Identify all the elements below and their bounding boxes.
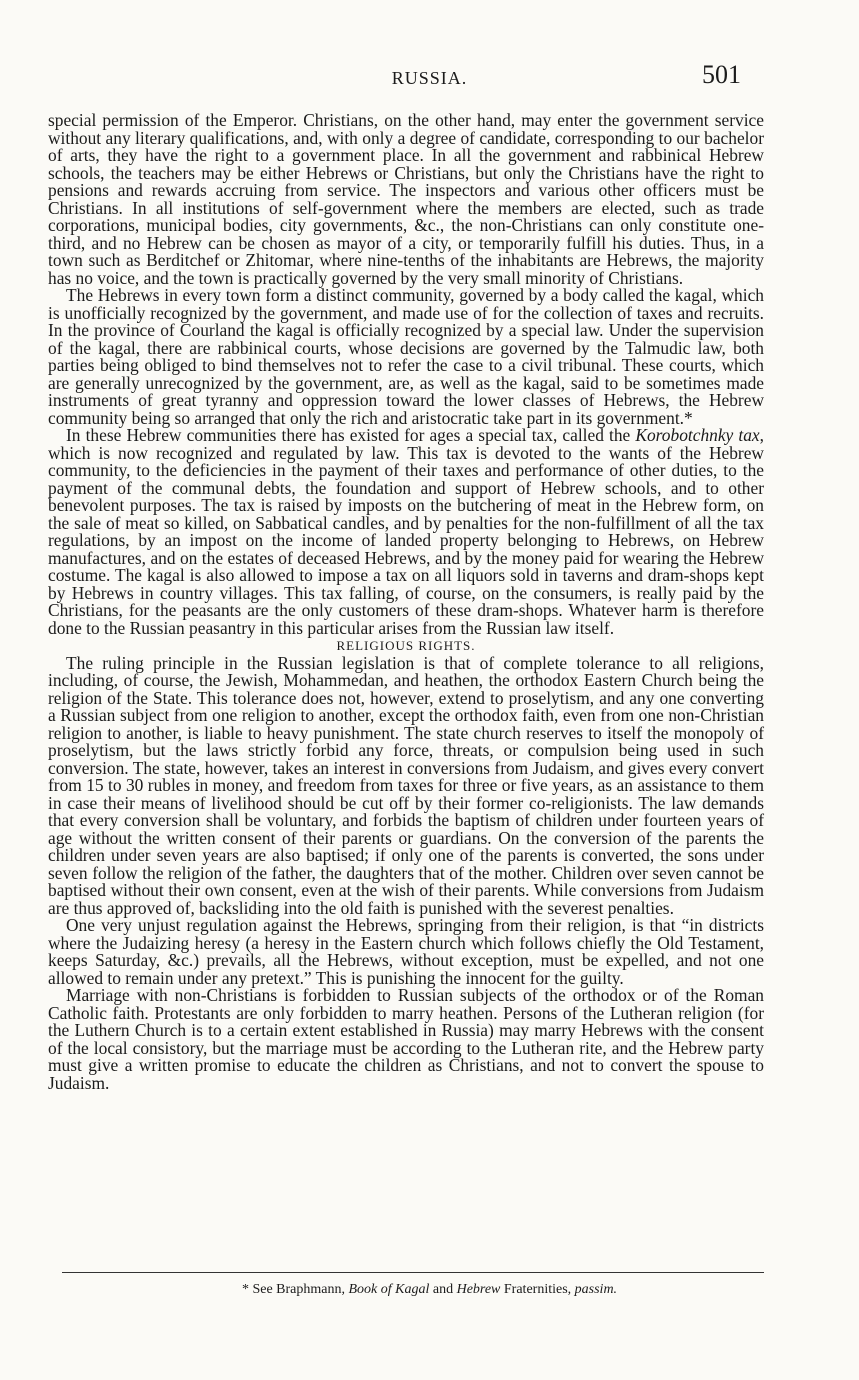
running-head: RUSSIA.: [391, 68, 468, 88]
page-number: 501: [702, 60, 741, 89]
paragraph-5: One very unjust regulation against the Hebrews, springing from their religion, is that “in districts where the Judaizing heresy (a heresy in the Eastern church which follows chiefly the Old Testament, keeps Saturday, &c.) prevails, all the Hebrews, without exception, must be expelled, and not one allowed to remain under any pretext.” This is punishing the innocent for the guilty.: [48, 915, 764, 988]
paragraph-3-start: In these Hebrew communities there has existed for ages a special tax, called the: [66, 425, 636, 445]
footnote-book-title: Book of Kagal: [348, 1282, 430, 1297]
footnote-prefix: * See Braphmann,: [241, 1282, 349, 1297]
page-header: [0, 58, 859, 98]
paragraph-4: The ruling principle in the Russian legislation is that of complete tolerance to all religions, including, of course, the Jewish, Mohammedan, and heathen, the orthodox Eastern Church being the religion of the State. This tolerance does not, however, extend to proselytism, and any one converting a Russian subject from one religion to another, except the orthodox faith, even from one non-Christian religion to another, is liable to heavy punishment. The state church reserves to itself the monopoly of proselytism, but the laws strictly forbid any force, threats, or compulsion being used in such conversion. The state, however, takes an interest in conversions from Judaism, and gives every convert from 15 to 30 rubles in money, and freedom from taxes for three or five years, as an assistance to them in case their means of livelihood should be cut off by their former co-religionists. The law demands that every conversion shall be voluntary, and forbids the baptism of children under fourteen years of age without the written consent of their parents or guardians. On the conversion of the parents the children under seven years are also baptised; if only one of the parents is converted, the sons under seven follow the religion of the father, the daughters that of the mother. Children over seven cannot be baptised without their own consent, even at the wish of their parents. While conversions from Judaism are thus approved of, backsliding into the old faith is punished with the severest penalties.: [48, 652, 764, 918]
body-text: [48, 112, 764, 1092]
footnote-and: and: [429, 1282, 457, 1297]
paragraph-6: Marriage with non-Christians is forbidden to Russian subjects of the orthodox or of the Roman Catholic faith. Protestants are only forbidden to marry heathen. Persons of the Lutheran religion (for the Luthern Church is to a certain extent established in Russia) may marry Hebrews with the consent of the local consistory, but the marriage must be according to the Lutheran rite, and the Hebrew party must give a written promise to educate the children as Christians, and not to convert the spouse to Judaism.: [48, 985, 764, 1093]
footnote-hebrew: Hebrew: [456, 1282, 501, 1297]
paragraph-1: special permission of the Emperor. Christians, on the other hand, may enter the government service without any literary qualifications, and, with only a degree of candidate, corresponding to our bachelor of arts, they have the right to a government place. In all the government and rabbinical Hebrew schools, the teachers may be either Hebrews or Christians, but only the Christians have the right to pensions and rewards accruing from service. The inspectors and various other officers must be Christians. In all institutions of self-government where the members are elected, such as trade corporations, municipal bodies, city governments, &c., the non-Christians can only constitute one-third, and no Hebrew can be chosen as mayor of a city, or temporarily fulfill his duties. Thus, in a town such as Berditchef or Zhitomar, where nine-tenths of the inhabitants are Hebrews, the majority has no voice, and the town is practically governed by the very small minority of Christians.: [48, 110, 764, 288]
footnote-passim: passim.: [574, 1282, 618, 1297]
footnote: [0, 1282, 859, 1298]
footnote-divider: [62, 1272, 764, 1273]
paragraph-3-rest: , which is now recognized and regulated by law. This tax is devoted to the wants of the Hebrew community, to the deficiencies in the payment of their taxes and performance of other duties, to the payment of the communal debts, the foundation and support of Hebrew schools, and to other benevolent purposes. The tax is raised by imposts on the butchering of meat in the Hebrew form, on the sale of meat so killed, on Sabbatical candles, and by penalties for the non-fulfillment of all the tax regulations, by an impost on the income of landed property belonging to Hebrews, on Hebrew manufactures, and on the estates of deceased Hebrews, and by the money paid for wearing the Hebrew costume. The kagal is also allowed to impose a tax on all liquors sold in taverns and dram-shops kept by Hebrews in country villages. This tax falling, of course, on the consumers, is really paid by the Christians, for the peasants are the only customers of these dram-shops. Whatever harm is therefore done to the Russian peasantry in this particular arises from the Russian law itself.: [48, 425, 764, 638]
footnote-fraternities: Fraternities,: [500, 1282, 575, 1297]
paragraph-3: [48, 427, 764, 637]
tax-name-italic: Korobotchnky tax: [635, 425, 760, 445]
paragraph-2: The Hebrews in every town form a distinct community, governed by a body called the kagal, which is unofficially recognized by the government, and made use of for the collection of taxes and recruits. In the province of Courland the kagal is officially recognized by a special law. Under the supervision of the kagal, there are rabbinical courts, whose decisions are governed by the Talmudic law, both parties being obliged to bind themselves not to refer the case to a civil tribunal. These courts, which are generally unrecognized by the government, are, as well as the kagal, said to be sometimes made instruments of great tyranny and oppression toward the lower classes of Hebrews, the Hebrew community being so arranged that only the rich and aristocratic take part in its government.*: [48, 285, 764, 428]
section-heading: RELIGIOUS RIGHTS.: [336, 638, 476, 653]
